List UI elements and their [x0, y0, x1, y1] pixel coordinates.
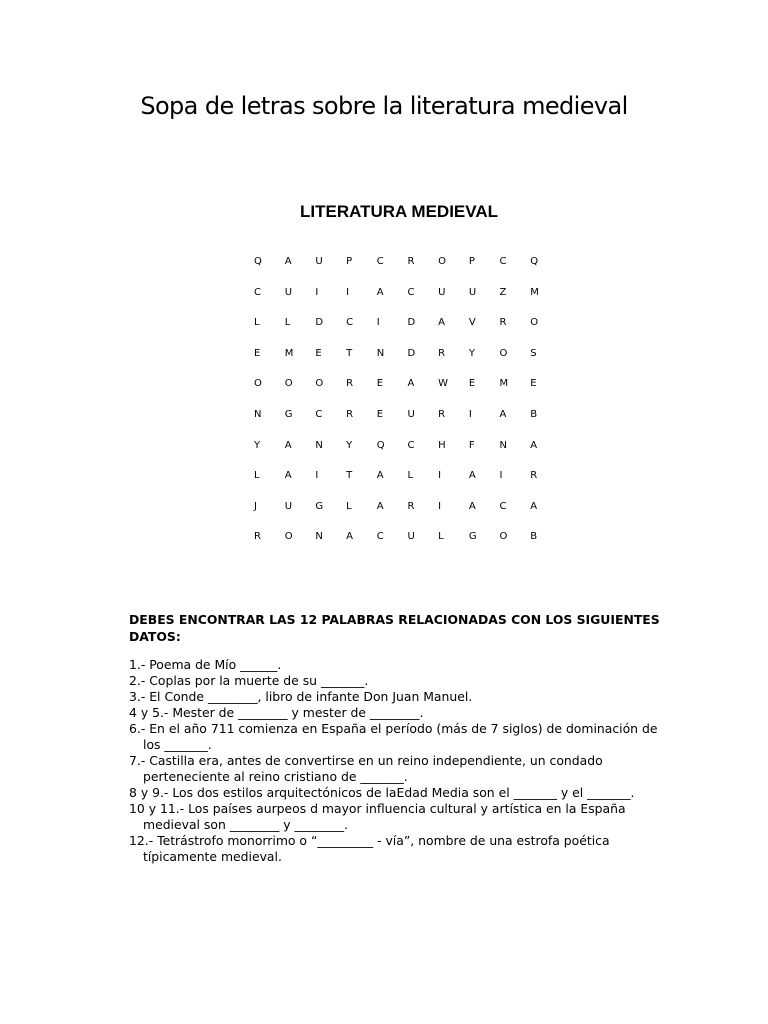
grid-letter: E — [376, 378, 384, 390]
grid-letter: E — [376, 408, 384, 420]
grid-letter: Q — [530, 256, 539, 267]
grid-letter: A — [530, 500, 538, 512]
grid-letter: E — [315, 347, 322, 359]
clue-list — [129, 657, 669, 865]
grid-letter: U — [468, 286, 477, 298]
grid-letter: J — [254, 500, 257, 512]
grid-letter: O — [438, 256, 446, 267]
grid-letter: Q — [254, 256, 262, 267]
grid-letter: O — [284, 531, 293, 543]
grid-letter: F — [468, 439, 475, 451]
grid-letter: I — [438, 470, 442, 482]
grid-letter: U — [407, 408, 415, 420]
grid-letter: T — [346, 470, 353, 482]
grid-letter: A — [346, 531, 353, 543]
grid-letter: C — [376, 531, 384, 543]
grid-letter: B — [530, 408, 538, 420]
grid-letter: A — [499, 408, 507, 420]
grid-letter: H — [438, 439, 446, 451]
grid-letter: I — [499, 470, 503, 482]
grid-letter: A — [284, 439, 292, 451]
grid-letter: C — [254, 286, 261, 298]
grid-letter: O — [499, 531, 508, 543]
grid-letter: A — [530, 439, 538, 451]
grid-letter: M — [499, 378, 509, 390]
grid-letter: I — [315, 286, 319, 298]
grid-letter: E — [530, 378, 537, 390]
grid-letter: R — [499, 317, 507, 329]
clue-item: 7.- Castilla era, antes de convertirse en un reino independiente, un condado perteneciente al reino cristiano de _______. — [129, 753, 603, 784]
grid-letter: P — [346, 256, 353, 267]
grid-letter: I — [315, 470, 319, 482]
grid-letter: E — [254, 347, 261, 359]
grid-letter: U — [438, 286, 446, 298]
grid-letter: R — [438, 347, 446, 359]
grid-letter: Y — [254, 439, 261, 451]
grid-letter: C — [346, 317, 354, 329]
grid-letter: O — [530, 317, 539, 329]
instructions: DEBES ENCONTRAR LAS 12 PALABRAS RELACIONADAS CON LOS SIGUIENTES DATOS: — [129, 612, 660, 644]
grid-letter: N — [254, 408, 262, 420]
grid-letter: V — [468, 317, 476, 329]
grid-letter: U — [315, 256, 323, 267]
word-search-grid — [254, 256, 561, 562]
clue-item: 6.- En el año 711 comienza en España el período (más de 7 siglos) de dominación de los _______. — [129, 721, 658, 752]
grid-letter: A — [438, 317, 445, 329]
grid-letter: R — [407, 500, 415, 512]
page-title: Sopa de letras sobre la literatura medieval — [140, 92, 628, 120]
grid-letter: N — [376, 347, 385, 359]
grid-letter: C — [376, 256, 384, 267]
grid-letter: R — [254, 531, 261, 543]
grid-letter: D — [407, 347, 416, 359]
clue-item: 12.- Tetrástrofo monorrimo o “_________ - vía”, nombre de una estrofa poética típicamente medieval. — [129, 833, 610, 864]
clue-item: 4 y 5.- Mester de ________ y mester de ________. — [129, 705, 424, 720]
grid-letter: G — [468, 531, 477, 543]
grid-letter: P — [468, 256, 475, 267]
grid-letter: U — [407, 531, 415, 543]
grid-letter: N — [315, 439, 323, 451]
sheet-title: LITERATURA MEDIEVAL — [299, 202, 498, 221]
clue-item: 10 y 11.- Los países aurpeos d mayor influencia cultural y artística en la España medieval son ________ y ________. — [129, 801, 626, 832]
grid-letter: A — [284, 256, 292, 267]
clue-item: 3.- El Conde ________, libro de infante Don Juan Manuel. — [129, 689, 473, 704]
grid-letter: L — [438, 531, 444, 543]
grid-letter: O — [284, 378, 293, 390]
clue-item: 2.- Coplas por la muerte de su _______. — [129, 673, 369, 688]
grid-letter: A — [376, 470, 384, 482]
grid-letter: R — [346, 408, 354, 420]
grid-letter: D — [407, 317, 416, 329]
grid-letter: A — [376, 500, 384, 512]
clue-item: 8 y 9.- Los dos estilos arquitectónicos de laEdad Media son el _______ y el _______. — [129, 785, 635, 800]
grid-letter: Y — [468, 347, 475, 359]
grid-letter: A — [468, 500, 476, 512]
grid-letter: R — [407, 256, 415, 267]
grid-letter: I — [468, 408, 472, 420]
grid-letter: O — [315, 378, 324, 390]
grid-letter: M — [284, 347, 294, 359]
grid-letter: C — [315, 408, 323, 420]
grid-letter: C — [499, 500, 507, 512]
grid-letter: A — [407, 378, 415, 390]
grid-letter: A — [376, 286, 384, 298]
grid-letter: A — [284, 470, 292, 482]
grid-letter: W — [438, 378, 449, 390]
grid-letter: A — [468, 470, 476, 482]
clue-item: 1.- Poema de Mío ______. — [129, 657, 282, 672]
grid-letter: L — [284, 317, 291, 329]
grid-letter: Z — [499, 286, 507, 298]
grid-letter: L — [346, 500, 352, 512]
grid-letter: I — [346, 286, 350, 298]
grid-letter: R — [346, 378, 354, 390]
grid-letter: D — [315, 317, 324, 329]
grid-letter: G — [284, 408, 293, 420]
grid-letter: M — [530, 286, 539, 298]
grid-letter: T — [346, 347, 353, 359]
grid-letter: L — [254, 470, 260, 482]
grid-letter: I — [438, 500, 442, 512]
grid-letter: B — [530, 531, 538, 543]
grid-letter: S — [530, 347, 537, 359]
grid-letter: N — [499, 439, 507, 451]
grid-letter: C — [407, 286, 415, 298]
grid-letter: R — [530, 470, 538, 482]
grid-letter: U — [284, 500, 293, 512]
grid-letter: Q — [376, 439, 385, 451]
grid-letter: N — [315, 531, 323, 543]
grid-letter: E — [468, 378, 476, 390]
grid-letter: G — [315, 500, 324, 512]
grid-letter: L — [407, 470, 414, 482]
grid-letter: Y — [346, 439, 353, 451]
grid-letter: R — [438, 408, 446, 420]
grid-letter: U — [284, 286, 293, 298]
grid-letter: O — [499, 347, 508, 359]
grid-letter: C — [499, 256, 507, 267]
grid-letter: C — [407, 439, 415, 451]
grid-letter: I — [376, 317, 380, 329]
grid-letter: O — [254, 378, 262, 390]
grid-letter: L — [254, 317, 260, 329]
